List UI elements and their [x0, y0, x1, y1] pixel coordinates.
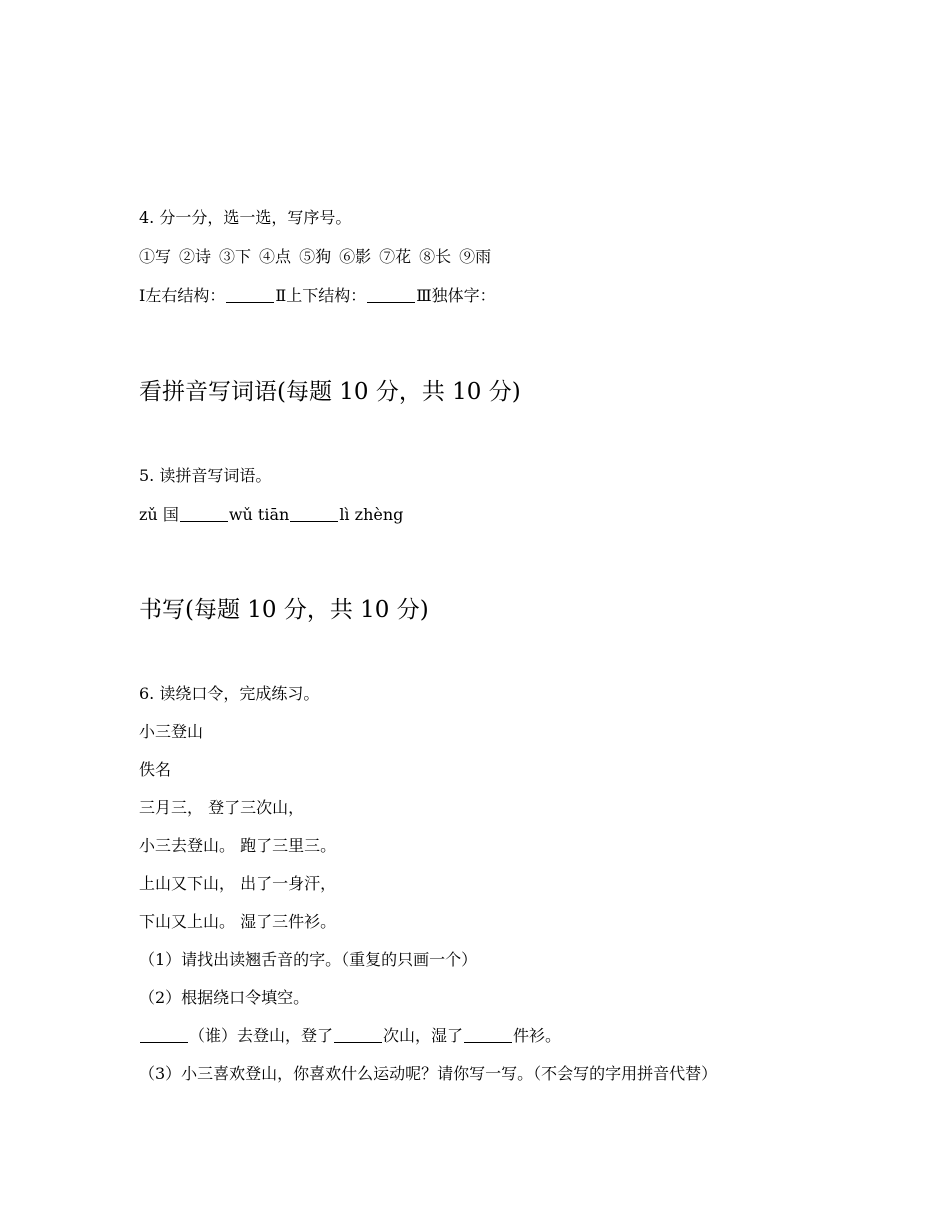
q4-title: 4. 分一分，选一选，写序号。: [139, 208, 352, 227]
q4-option: ②诗: [179, 247, 212, 266]
answer-blank[interactable]: [226, 286, 274, 303]
q5-items: [139, 504, 403, 526]
q6-sub1: （1）请找出读翘舌音的字。（重复的只画一个）: [139, 950, 478, 969]
q4-categories: [139, 285, 496, 307]
poem-line: 三月三， 登了三次山，: [139, 798, 305, 817]
answer-blank[interactable]: [334, 1026, 382, 1043]
category-single: Ⅲ独体字：: [416, 286, 496, 305]
q4-options: [139, 246, 499, 268]
poem-line: 下山又上山。 湿了三件衫。: [139, 912, 337, 931]
poem-line: 小三去登山。 跑了三里三。: [139, 836, 337, 855]
pinyin-item: zǔ 国: [139, 505, 179, 524]
q4-option: ④点: [259, 247, 292, 266]
category-left-right: Ⅰ左右结构：: [139, 286, 226, 305]
fill-text: （谁）去登山，登了: [189, 1026, 334, 1045]
poem-title: 小三登山: [139, 722, 204, 741]
q6-sub3: （3）小三喜欢登山，你喜欢什么运动呢？请你写一写。（不会写的字用拼音代替）: [139, 1064, 718, 1083]
answer-blank[interactable]: [140, 1026, 188, 1043]
q6-fill-line: [139, 1025, 561, 1047]
poem-author: 佚名: [139, 760, 172, 779]
q4-option: ①写: [139, 247, 172, 266]
q4-option: ⑤狗: [299, 247, 332, 266]
q5-title: 5. 读拼音写词语。: [139, 466, 272, 485]
answer-blank[interactable]: [464, 1026, 512, 1043]
q6-title: 6. 读绕口令，完成练习。: [139, 684, 320, 703]
answer-blank[interactable]: [290, 505, 338, 522]
section-heading-pinyin: 看拼音写词语(每题 10 分，共 10 分): [139, 379, 521, 405]
q4-option: ⑦花: [379, 247, 412, 266]
fill-text: 件衫。: [513, 1026, 562, 1045]
category-top-bottom: Ⅱ上下结构：: [275, 286, 367, 305]
answer-blank[interactable]: [180, 505, 228, 522]
section-heading-writing: 书写(每题 10 分，共 10 分): [139, 597, 429, 623]
fill-text: 次山，湿了: [383, 1026, 464, 1045]
pinyin-item: wǔ tiān: [228, 505, 290, 524]
q4-option: ⑧长: [419, 247, 452, 266]
pinyin-item: lì zhèng: [339, 505, 404, 524]
q6-sub2: （2）根据绕口令填空。: [139, 988, 310, 1007]
answer-blank[interactable]: [367, 286, 415, 303]
poem-line: 上山又下山， 出了一身汗，: [139, 874, 337, 893]
q4-option: ③下: [219, 247, 252, 266]
q4-option: ⑨雨: [459, 247, 492, 266]
q4-option: ⑥影: [339, 247, 372, 266]
